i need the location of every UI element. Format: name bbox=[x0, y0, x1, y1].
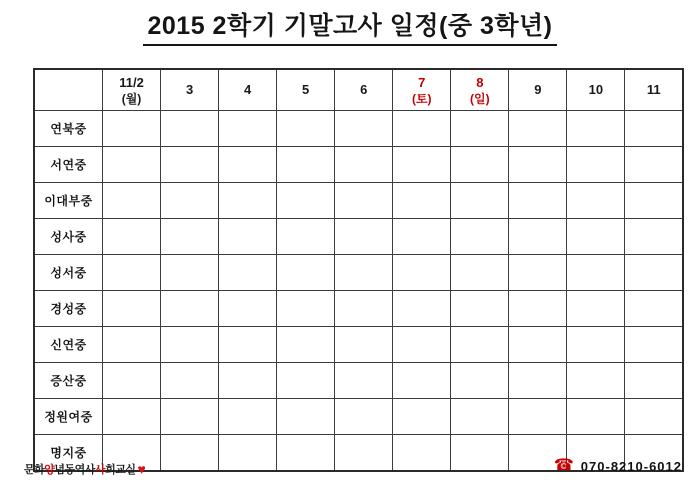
exam-day-cell bbox=[219, 327, 277, 363]
schedule-cell bbox=[277, 399, 335, 435]
school-name bbox=[34, 255, 103, 291]
schedule-cell bbox=[625, 183, 683, 219]
exam-day-cell bbox=[219, 147, 277, 183]
schedule-cell bbox=[219, 291, 277, 327]
academy-logo-part: 회교실 bbox=[105, 464, 136, 476]
day-label: 3 bbox=[185, 82, 194, 97]
day-label: 4 bbox=[244, 82, 252, 97]
page-title: 2015 2학기 기말고사 일정(중 3학년) bbox=[143, 13, 556, 46]
day-label: 8 bbox=[476, 74, 484, 90]
schedule-cell bbox=[451, 255, 509, 291]
schedule-cell bbox=[393, 363, 451, 399]
day-label: 9 bbox=[534, 82, 542, 97]
corner-cell bbox=[34, 69, 103, 111]
school-row bbox=[34, 399, 683, 435]
schedule-cell bbox=[393, 327, 451, 363]
day-header-9 bbox=[509, 69, 567, 111]
schedule-cell bbox=[393, 219, 451, 255]
school-name-label: 증산중 bbox=[50, 373, 87, 388]
exam-day-cell bbox=[277, 183, 335, 219]
title-wrap bbox=[0, 13, 700, 46]
schedule-cell bbox=[451, 147, 509, 183]
academy-logo-part: 념동역사 bbox=[54, 464, 95, 476]
schedule-cell bbox=[393, 291, 451, 327]
school-name bbox=[34, 291, 103, 327]
day-header-6 bbox=[335, 69, 393, 111]
day-header-11 bbox=[625, 69, 683, 111]
schedule-cell bbox=[277, 435, 335, 472]
schedule-cell bbox=[625, 363, 683, 399]
schedule-cell bbox=[103, 399, 161, 435]
phone-icon: ☎ bbox=[553, 457, 574, 474]
schedule-cell bbox=[161, 399, 219, 435]
schedule-cell bbox=[161, 111, 219, 147]
exam-day-cell bbox=[335, 399, 393, 435]
schedule-cell bbox=[625, 111, 683, 147]
schedule-cell bbox=[219, 399, 277, 435]
schedule-cell bbox=[451, 435, 509, 472]
schedule-cell bbox=[451, 183, 509, 219]
exam-day-cell bbox=[277, 327, 335, 363]
schedule-cell bbox=[567, 147, 625, 183]
school-row bbox=[34, 255, 683, 291]
schedule-cell bbox=[509, 327, 567, 363]
schedule-cell bbox=[219, 219, 277, 255]
school-name-label: 서연중 bbox=[50, 157, 87, 172]
school-name bbox=[34, 147, 103, 183]
schedule-cell bbox=[219, 111, 277, 147]
exam-day-cell bbox=[509, 147, 567, 183]
table-header bbox=[34, 69, 683, 111]
header-row bbox=[34, 69, 683, 111]
schedule-cell bbox=[393, 111, 451, 147]
school-name bbox=[34, 399, 103, 435]
exam-schedule-table bbox=[33, 68, 684, 472]
school-name-label: 성사중 bbox=[50, 229, 87, 244]
day-header-11-2 bbox=[103, 69, 161, 111]
exam-day-cell bbox=[509, 291, 567, 327]
academy-logo-part: 양 bbox=[44, 464, 55, 476]
school-row bbox=[34, 363, 683, 399]
schedule-cell bbox=[103, 255, 161, 291]
day-label: 6 bbox=[360, 82, 368, 97]
exam-day-cell bbox=[277, 111, 335, 147]
school-row bbox=[34, 327, 683, 363]
schedule-cell bbox=[451, 291, 509, 327]
weekday-label: (월) bbox=[121, 91, 142, 106]
phone-number: 070-8210-6012 bbox=[580, 458, 682, 474]
day-header-4 bbox=[219, 69, 277, 111]
schedule-cell bbox=[161, 219, 219, 255]
schedule-cell bbox=[625, 147, 683, 183]
school-name-label: 정원여중 bbox=[44, 409, 93, 424]
exam-day-cell bbox=[625, 219, 683, 255]
day-label: 5 bbox=[302, 82, 310, 97]
exam-day-cell bbox=[335, 255, 393, 291]
school-row bbox=[34, 183, 683, 219]
exam-day-cell bbox=[509, 219, 567, 255]
schedule-cell bbox=[161, 255, 219, 291]
schedule-cell bbox=[161, 327, 219, 363]
schedule-cell bbox=[393, 255, 451, 291]
schedule-cell bbox=[161, 147, 219, 183]
exam-day-cell bbox=[335, 327, 393, 363]
school-name-label: 명지중 bbox=[50, 445, 87, 460]
exam-day-cell bbox=[625, 291, 683, 327]
schedule-cell bbox=[161, 435, 219, 472]
schedule-cell bbox=[451, 327, 509, 363]
school-name-label: 경성중 bbox=[50, 301, 87, 316]
school-name-label: 성서중 bbox=[50, 265, 87, 280]
schedule-cell bbox=[335, 291, 393, 327]
school-row bbox=[34, 147, 683, 183]
schedule-cell bbox=[393, 183, 451, 219]
exam-day-cell bbox=[335, 219, 393, 255]
academy-logo-part: 사 bbox=[94, 464, 106, 476]
exam-day-cell bbox=[277, 147, 335, 183]
day-label: 11/2 bbox=[119, 74, 144, 90]
exam-day-cell bbox=[161, 363, 219, 399]
table-body bbox=[34, 111, 683, 472]
school-name bbox=[34, 183, 103, 219]
schedule-cell bbox=[451, 363, 509, 399]
day-header-3 bbox=[161, 69, 219, 111]
exam-day-cell bbox=[625, 399, 683, 435]
school-name bbox=[34, 327, 103, 363]
schedule-cell bbox=[393, 399, 451, 435]
exam-day-cell bbox=[625, 255, 683, 291]
school-name-label: 이대부중 bbox=[44, 193, 93, 208]
schedule-cell bbox=[219, 255, 277, 291]
academy-logo-text bbox=[24, 461, 135, 477]
exam-day-cell bbox=[335, 111, 393, 147]
day-header-8 bbox=[451, 69, 509, 111]
schedule-cell bbox=[277, 255, 335, 291]
day-label: 10 bbox=[588, 82, 604, 97]
school-name-label: 연북중 bbox=[50, 121, 87, 136]
schedule-cell bbox=[103, 291, 161, 327]
weekday-label: (일) bbox=[470, 91, 490, 106]
school-row bbox=[34, 219, 683, 255]
weekday-label: (토) bbox=[411, 91, 432, 106]
day-header-5 bbox=[277, 69, 335, 111]
schedule-cell bbox=[509, 183, 567, 219]
exam-day-cell bbox=[567, 291, 625, 327]
exam-day-cell bbox=[509, 255, 567, 291]
school-name bbox=[34, 111, 103, 147]
schedule-cell bbox=[451, 399, 509, 435]
schedule-cell bbox=[335, 435, 393, 472]
schedule-cell bbox=[451, 219, 509, 255]
schedule-cell bbox=[103, 147, 161, 183]
exam-day-cell bbox=[509, 399, 567, 435]
school-name bbox=[34, 363, 103, 399]
exam-day-cell bbox=[103, 363, 161, 399]
schedule-cell bbox=[625, 327, 683, 363]
schedule-cell bbox=[335, 183, 393, 219]
exam-day-cell bbox=[567, 219, 625, 255]
schedule-cell bbox=[567, 327, 625, 363]
schedule-cell bbox=[103, 219, 161, 255]
schedule-cell bbox=[103, 327, 161, 363]
schedule-cell bbox=[451, 111, 509, 147]
exam-day-cell bbox=[219, 183, 277, 219]
schedule-cell bbox=[277, 219, 335, 255]
day-header-10 bbox=[567, 69, 625, 111]
exam-day-cell bbox=[567, 399, 625, 435]
schedule-cell bbox=[509, 363, 567, 399]
schedule-cell bbox=[335, 363, 393, 399]
schedule-cell bbox=[103, 111, 161, 147]
exam-day-cell bbox=[509, 111, 567, 147]
schedule-cell bbox=[567, 363, 625, 399]
day-header-7 bbox=[393, 69, 451, 111]
exam-day-cell bbox=[335, 147, 393, 183]
school-name bbox=[34, 219, 103, 255]
schedule-cell bbox=[393, 147, 451, 183]
exam-day-cell bbox=[567, 255, 625, 291]
schedule-cell bbox=[161, 291, 219, 327]
schedule-cell bbox=[393, 435, 451, 472]
schedule-cell bbox=[567, 111, 625, 147]
schedule-cell bbox=[219, 435, 277, 472]
day-label: 7 bbox=[418, 74, 426, 90]
schedule-cell bbox=[567, 183, 625, 219]
school-row bbox=[34, 111, 683, 147]
day-label: 11 bbox=[646, 82, 661, 97]
heart-icon: ♥ bbox=[137, 461, 146, 477]
exam-day-cell bbox=[161, 183, 219, 219]
school-name-label: 신연중 bbox=[50, 337, 87, 352]
schedule-cell bbox=[103, 183, 161, 219]
exam-day-cell bbox=[219, 363, 277, 399]
schedule-cell bbox=[277, 363, 335, 399]
academy-logo bbox=[24, 461, 145, 477]
schedule-cell bbox=[277, 291, 335, 327]
school-row bbox=[34, 291, 683, 327]
contact-info bbox=[554, 458, 682, 474]
academy-logo-part: 문화 bbox=[24, 464, 45, 476]
